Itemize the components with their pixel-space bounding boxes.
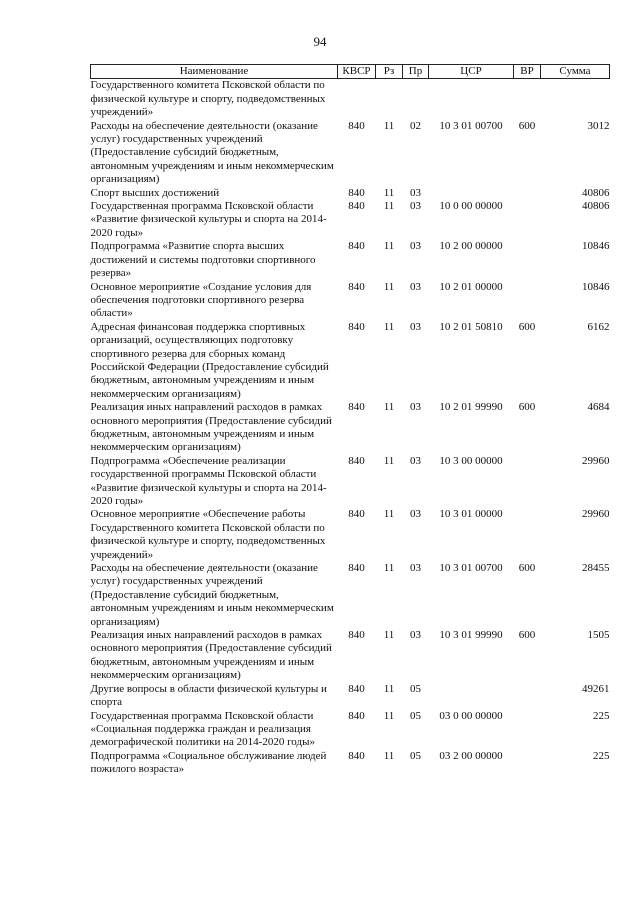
cell-sum: 10846 [582,280,610,293]
cell-rz: 11 [383,562,395,575]
table-row [91,79,610,120]
cell-rz: 11 [383,682,395,695]
cell-name: Основное мероприятие «Создание условия для обеспечения подготовки спортивного резерва области» [90,280,312,320]
cell-sum: 40806 [582,200,610,213]
cell-rz: 11 [383,320,395,333]
cell-name: Подпрограмма «Социальное обслуживание людей пожилого возраста» [90,749,327,776]
cell-kvsr: 840 [348,749,365,762]
cell-kvsr: 840 [348,508,365,521]
cell-pr: 03 [410,186,421,199]
cell-sum: 225 [593,749,610,762]
cell-rz: 11 [383,454,395,467]
cell-sum: 29960 [582,454,610,467]
cell-rz: 11 [383,200,395,213]
cell-pr: 03 [410,454,421,467]
cell-vr [514,240,541,280]
cell-sum: 3012 [587,119,610,132]
cell-pr: 05 [410,709,421,722]
cell-vr: 600 [518,320,536,333]
cell-pr: 05 [410,749,421,762]
cell-kvsr: 840 [348,119,365,132]
cell-csr: 10 0 00 00000 [439,200,503,213]
table-row [91,710,610,750]
cell-vr [514,455,541,509]
cell-sum: 28455 [582,562,610,575]
table-row [91,508,610,562]
cell-rz: 11 [383,186,395,199]
cell-csr: 10 3 01 00700 [439,119,503,132]
cell-kvsr: 840 [348,200,365,213]
cell-kvsr: 840 [348,401,365,414]
cell-kvsr: 840 [348,280,365,293]
table-row [91,187,610,200]
header-name: Наименование [91,65,338,79]
cell-pr: 03 [410,508,421,521]
cell-rz: 11 [383,629,395,642]
cell-kvsr: 840 [348,562,365,575]
table-row [91,240,610,280]
header-rz: Рз [376,65,403,79]
cell-name: Другие вопросы в области физической культуры и спорта [90,682,327,709]
table-row [91,200,610,240]
table-row [91,455,610,509]
cell-sum: 29960 [582,508,610,521]
cell-vr [514,187,541,200]
cell-rz: 11 [383,508,395,521]
cell-pr [403,79,429,120]
header-sum: Сумма [541,65,610,79]
cell-name: Расходы на обеспечение деятельности (оказание услуг) государственных учреждений (Предоставление субсидий бюджетным, автономным учреждениям и иным некоммерческим организациям) [90,562,334,628]
cell-vr [514,281,541,321]
cell-rz: 11 [383,709,395,722]
cell-rz: 11 [383,749,395,762]
cell-name: Адресная финансовая поддержка спортивных организаций, осуществляющих подготовку спортивного резерва для сборных команд Российской Федерации (Предоставление субсидий бюджетным, автономным учреждениям и иным некоммерческим организациям) [90,320,329,400]
cell-vr [514,508,541,562]
cell-sum: 49261 [582,682,610,695]
table-row [91,562,610,629]
cell-sum: 4684 [587,401,610,414]
cell-csr: 03 2 00 00000 [439,749,503,762]
cell-csr: 10 3 00 00000 [439,454,503,467]
cell-vr: 600 [518,562,536,575]
cell-kvsr: 840 [348,186,365,199]
page-number: 94 [313,34,327,49]
cell-kvsr: 840 [348,320,365,333]
cell-csr: 10 3 01 99990 [439,629,503,642]
table-row [91,629,610,683]
table-row [91,401,610,455]
table-row [91,683,610,710]
cell-name: Подпрограмма «Обеспечение реализации государственной программы Псковской области «Развитие физической культуры и спорта на 2014-2020 годы» [90,454,327,507]
cell-name: Реализация иных направлений расходов в рамках основного мероприятия (Предоставление субсидий бюджетным, автономным учреждениям и иным некоммерческим организациям) [90,629,332,682]
cell-vr [514,683,541,710]
cell-pr: 03 [410,629,421,642]
cell-csr: 03 0 00 00000 [439,709,503,722]
cell-name: Расходы на обеспечение деятельности (оказание услуг) государственных учреждений (Предоставление субсидий бюджетным, автономным учреждениям и иным некоммерческим организациям) [90,119,334,186]
budget-table [90,64,610,777]
cell-name: Государственного комитета Псковской области по физической культуре и спорту, подведомственных учреждений» [90,79,326,119]
cell-pr: 03 [410,240,421,253]
cell-rz [376,79,403,120]
cell-kvsr [338,79,376,120]
cell-csr: 10 2 01 99990 [439,401,503,414]
table-header-row [91,65,610,79]
cell-vr [514,750,541,777]
cell-name: Основное мероприятие «Обеспечение работы Государственного комитета Псковской области по физической культуре и спорту, подведомственных учреждений» [90,508,326,561]
cell-name: Подпрограмма «Развитие спорта высших достижений и системы подготовки спортивного резерва» [90,240,316,280]
cell-vr: 600 [518,401,536,414]
cell-name: Государственная программа Псковской области «Развитие физической культуры и спорта на 2014-2020 годы» [90,200,327,239]
cell-csr: 10 3 01 00700 [439,562,503,575]
cell-vr [514,200,541,240]
cell-rz: 11 [383,401,395,414]
cell-vr [514,710,541,750]
cell-kvsr: 840 [348,709,365,722]
cell-rz: 11 [383,280,395,293]
cell-csr: 10 2 00 00000 [439,240,503,253]
cell-name: Реализация иных направлений расходов в рамках основного мероприятия (Предоставление субсидий бюджетным, автономным учреждениям и иным некоммерческим организациям) [90,401,332,454]
cell-rz: 11 [383,119,395,132]
cell-name: Спорт высших достижений [90,186,220,199]
cell-pr: 03 [410,320,421,333]
cell-sum: 1505 [587,629,610,642]
cell-kvsr: 840 [348,454,365,467]
table-row [91,750,610,777]
cell-vr: 600 [518,119,536,132]
cell-csr: 10 2 01 50810 [439,320,503,333]
cell-sum [541,79,610,120]
cell-kvsr: 840 [348,629,365,642]
cell-pr: 03 [410,280,421,293]
table-row [91,120,610,187]
cell-vr [514,79,541,120]
cell-pr: 03 [410,401,421,414]
table-row [91,321,610,401]
cell-csr: 10 2 01 00000 [439,280,503,293]
cell-sum: 40806 [582,186,610,199]
cell-name: Государственная программа Псковской области «Социальная поддержка граждан и реализация демографической политики на 2014-2020 годы» [90,709,315,749]
cell-vr: 600 [518,629,536,642]
cell-kvsr: 840 [348,682,365,695]
cell-csr [429,187,514,200]
header-pr: Пр [403,65,429,79]
cell-rz: 11 [383,240,395,253]
table-row [91,281,610,321]
cell-csr [429,79,514,120]
cell-pr: 02 [410,119,421,132]
cell-sum: 225 [593,709,610,722]
header-vr: ВР [514,65,541,79]
cell-pr: 05 [410,682,421,695]
header-csr: ЦСР [429,65,514,79]
cell-csr [429,683,514,710]
cell-sum: 6162 [587,320,610,333]
cell-pr: 03 [410,200,421,213]
cell-pr: 03 [410,562,421,575]
cell-kvsr: 840 [348,240,365,253]
cell-sum: 10846 [582,240,610,253]
header-kvsr: КВСР [338,65,376,79]
cell-csr: 10 3 01 00000 [439,508,503,521]
